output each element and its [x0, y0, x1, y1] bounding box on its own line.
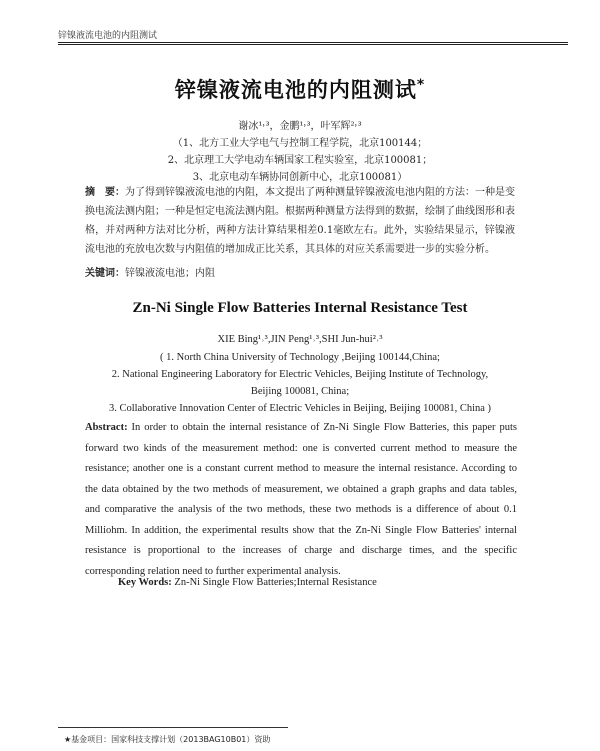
- keywords-zh-label: 关键词：: [85, 268, 125, 279]
- keywords-zh-text: 锌镍液流电池；内阻: [125, 268, 215, 279]
- abstract-en-text: In order to obtain the internal resistance of Zn-Ni Single Flow Batteries, this paper puts forward two kinds of the measurement method: one is converted current method to measure the resistance; another one is a constant current method to measure the internal resistance. According to the data obtained by the two methods of measurement, we obtained a graph graphs and data tables, and comparative the analysis of the two methods, these two methods is a difference of about 0.1 Milliohm. In addition, the experimental results show that the Zn-Ni Single Flow Batteries' internal resistance is proportional to the increases of charge and discharge times, and the specific corresponding relation need to further experimental analysis.: [85, 422, 517, 577]
- affiliation-zh-2: 2、北京理工大学电动车辆国家工程实验室，北京100081；: [167, 155, 433, 166]
- abstract-en-label: Abstract:: [85, 422, 128, 433]
- footnote-rule: [58, 727, 288, 728]
- affiliation-en-1: ( 1. North China University of Technology ,Beijing 100144,China;: [160, 352, 440, 363]
- abstract-en: [85, 418, 517, 582]
- abstract-zh: [85, 183, 515, 259]
- chinese-title: [0, 74, 600, 104]
- affiliation-zh-1: （1、北方工业大学电气与控制工程学院，北京100144；: [172, 138, 428, 149]
- running-head: 锌镍液流电池的内阻测试: [58, 31, 158, 41]
- affiliation-en-3: 3. Collaborative Innovation Center of Electric Vehicles in Beijing, Beijing 100081, China ): [108, 403, 492, 414]
- keywords-en: [118, 577, 377, 588]
- header-rule-double: [58, 44, 568, 45]
- title-footnote-mark: *: [416, 77, 426, 93]
- authors-zh: 谢冰¹˒³，金鹏¹˒³，叶军辉²˒³: [238, 121, 362, 132]
- affiliation-en-2b: Beijing 100081, China;: [250, 386, 350, 397]
- keywords-en-label: Key Words:: [118, 577, 172, 588]
- affiliation-zh-3: 3、北京电动车辆协同创新中心，北京100081）: [192, 172, 408, 183]
- abstract-zh-label: 摘 要：: [85, 187, 125, 198]
- keywords-en-text: Zn-Ni Single Flow Batteries;Internal Resistance: [174, 577, 377, 588]
- english-title: Zn-Ni Single Flow Batteries Internal Resistance Test: [132, 300, 468, 316]
- keywords-zh: [85, 264, 515, 283]
- funding-footnote: ★基金项目：国家科技支撑计划（2013BAG10B01）资助: [64, 735, 271, 744]
- authors-en: XIE Bing¹˒³,JIN Peng¹˒³,SHI Jun-hui²˒³: [217, 334, 383, 345]
- chinese-title-text: 锌镍液流电池的内阻测试: [174, 78, 417, 102]
- affiliation-en-2: 2. National Engineering Laboratory for Electric Vehicles, Beijing Institute of Technology,: [111, 369, 489, 380]
- abstract-zh-text: 为了得到锌镍液流电池的内阻，本文提出了两种测量锌镍液流电池内阻的方法：一种是变换电流法测内阻；一种是恒定电流法测内阻。根据两种测量方法得到的数据，绘制了曲线图形和表格，并对两种方法对比分析，两种方法计算结果相差0.1毫欧左右。此外，实验结果显示，锌镍液流电池的充放电次数与内阻值的增加成正比关系，其具体的对应关系需要进一步的实验分析。: [85, 187, 515, 255]
- header-rule: [58, 42, 568, 43]
